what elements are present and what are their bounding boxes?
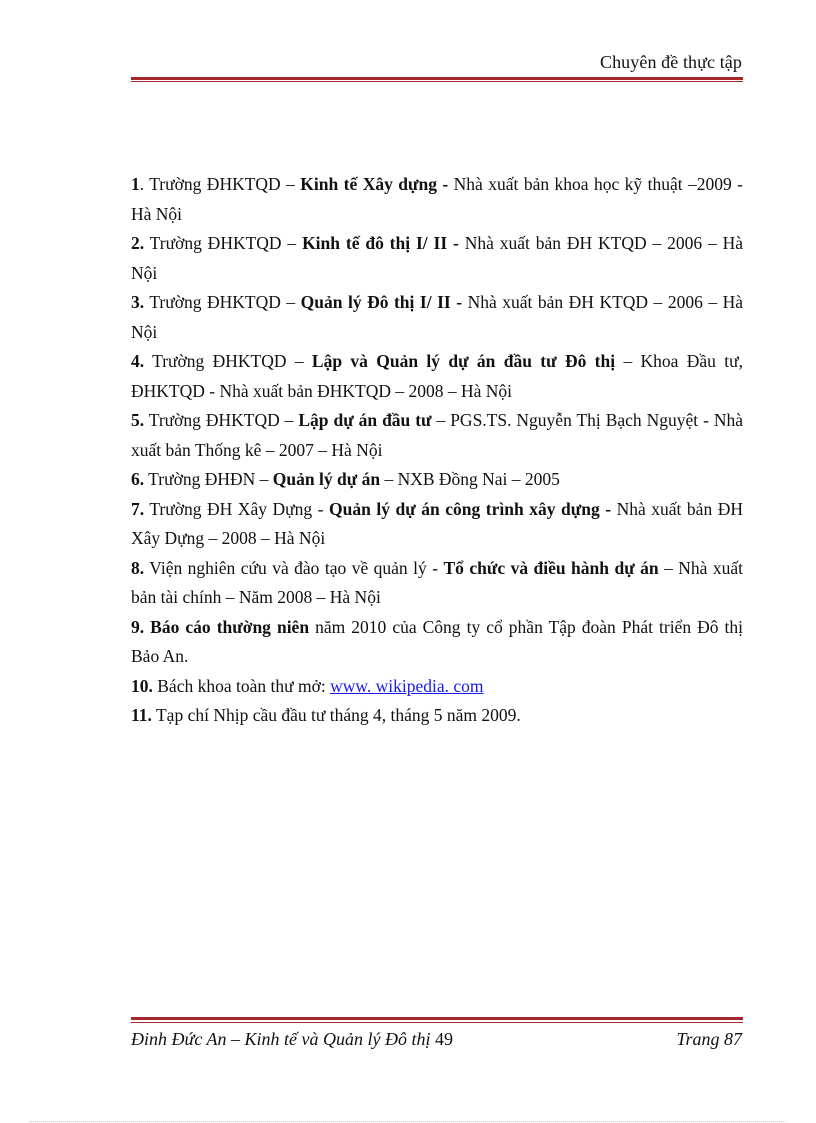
reference-author: Viện nghiên cứu và đào tạo về quản lý - [144,557,444,578]
reference-item [131,288,743,347]
reference-item [131,701,743,731]
reference-item [131,229,743,288]
reference-title: Kinh tế đô thị I/ II [302,233,448,253]
reference-item [131,170,743,229]
reference-publisher: Khoa Đầu tư, ĐHKTQD - Nhà xuất bản ĐHKTQD – 2008 – Hà Nội [131,351,743,401]
reference-number: 10. [131,675,153,696]
reference-number: 1 [131,174,140,194]
reference-separator: – [658,557,679,578]
reference-author: Trường ĐH Xây Dựng - [144,498,329,519]
reference-publisher: năm 2010 của Công ty cổ phần Tập đoàn Phát triển Đô thị Bảo An. [131,616,744,666]
reference-title: Lập và Quản lý dự án đầu tư Đô thị [311,351,616,371]
reference-item [131,672,743,702]
footer-class-number: 49 [430,1029,453,1049]
reference-separator: – [380,469,398,489]
reference-list [131,170,743,731]
reference-publisher: PGS.TS. Nguyễn Thị Bạch Nguyệt - Nhà xuất bản Thống kê – 2007 – Hà Nội [131,410,743,460]
reference-publisher: NXB Đồng Nai – 2005 [397,469,560,489]
wikipedia-link[interactable]: www. wikipedia. com [330,675,484,696]
reference-publisher: Nhà xuất bản ĐH Xây Dựng – 2008 – Hà Nội [131,498,743,548]
reference-number: 6. [131,469,145,489]
page-edge-divider [30,1121,786,1122]
reference-author: . Trường ĐHKTQD – [139,174,301,194]
footer-author [131,1029,453,1050]
reference-item [131,554,743,613]
reference-publisher: Nhà xuất bản ĐH KTQD – 2006 – Hà Nội [131,292,743,342]
reference-number: 4. [131,351,145,371]
reference-separator: – [431,410,451,430]
reference-number: 11. [131,705,152,725]
reference-publisher: Nhà xuất bản khoa học kỹ thuật –2009 - Hà Nội [131,174,744,224]
reference-item [131,406,743,465]
reference-item [131,347,743,406]
reference-separator: - [450,292,468,312]
reference-author: Trường ĐHĐN – [144,469,273,489]
reference-author: Trường ĐHKTQD – [144,351,312,371]
reference-title: Quản lý dự án công trình xây dựng - [328,498,612,519]
reference-title: Báo cáo thường niên [150,616,310,637]
reference-item [131,465,743,495]
reference-separator: – [615,351,641,371]
reference-title: Quản lý Đô thị I/ II [300,292,451,312]
header-rule-thick [131,77,743,80]
reference-number: 7. [131,498,145,519]
footer-rule-thick [131,1017,743,1020]
reference-text: Tạp chí Nhịp cầu đầu tư tháng 4, tháng 5 năm 2009. [151,705,521,725]
reference-title: Tổ chức và điều hành dự án [443,557,659,578]
reference-author: Trường ĐHKTQD – [144,292,301,312]
footer-rule-thin [131,1022,743,1023]
reference-author: Trường ĐHKTQD – [144,233,303,253]
reference-number: 2. [131,233,145,253]
reference-text: Bách khoa toàn thư mở: [152,675,331,696]
footer-author-text: Đinh Đức An – Kinh tế và Quản lý Đô thị [131,1029,431,1049]
reference-title: Quản lý dự án [272,469,381,489]
header-rule-thin [131,81,743,82]
page-number: Trang 87 [676,1029,742,1049]
header-title: Chuyên đề thực tập [599,52,742,72]
reference-publisher: Nhà xuất bản tài chính – Năm 2008 – Hà Nội [131,557,744,607]
reference-number: 8. [131,557,145,578]
reference-separator: - [447,233,465,253]
reference-separator: - [436,174,454,194]
reference-number: 9. [131,616,145,637]
reference-author: Trường ĐHKTQD – [144,410,299,430]
reference-number: 5. [131,410,145,430]
reference-title: Kinh tế Xây dựng [300,174,437,194]
reference-item [131,613,743,672]
reference-item [131,495,743,554]
reference-publisher: Nhà xuất bản ĐH KTQD – 2006 – Hà Nội [131,233,744,283]
reference-title: Lập dự án đầu tư [298,410,432,430]
reference-number: 3. [131,292,145,312]
